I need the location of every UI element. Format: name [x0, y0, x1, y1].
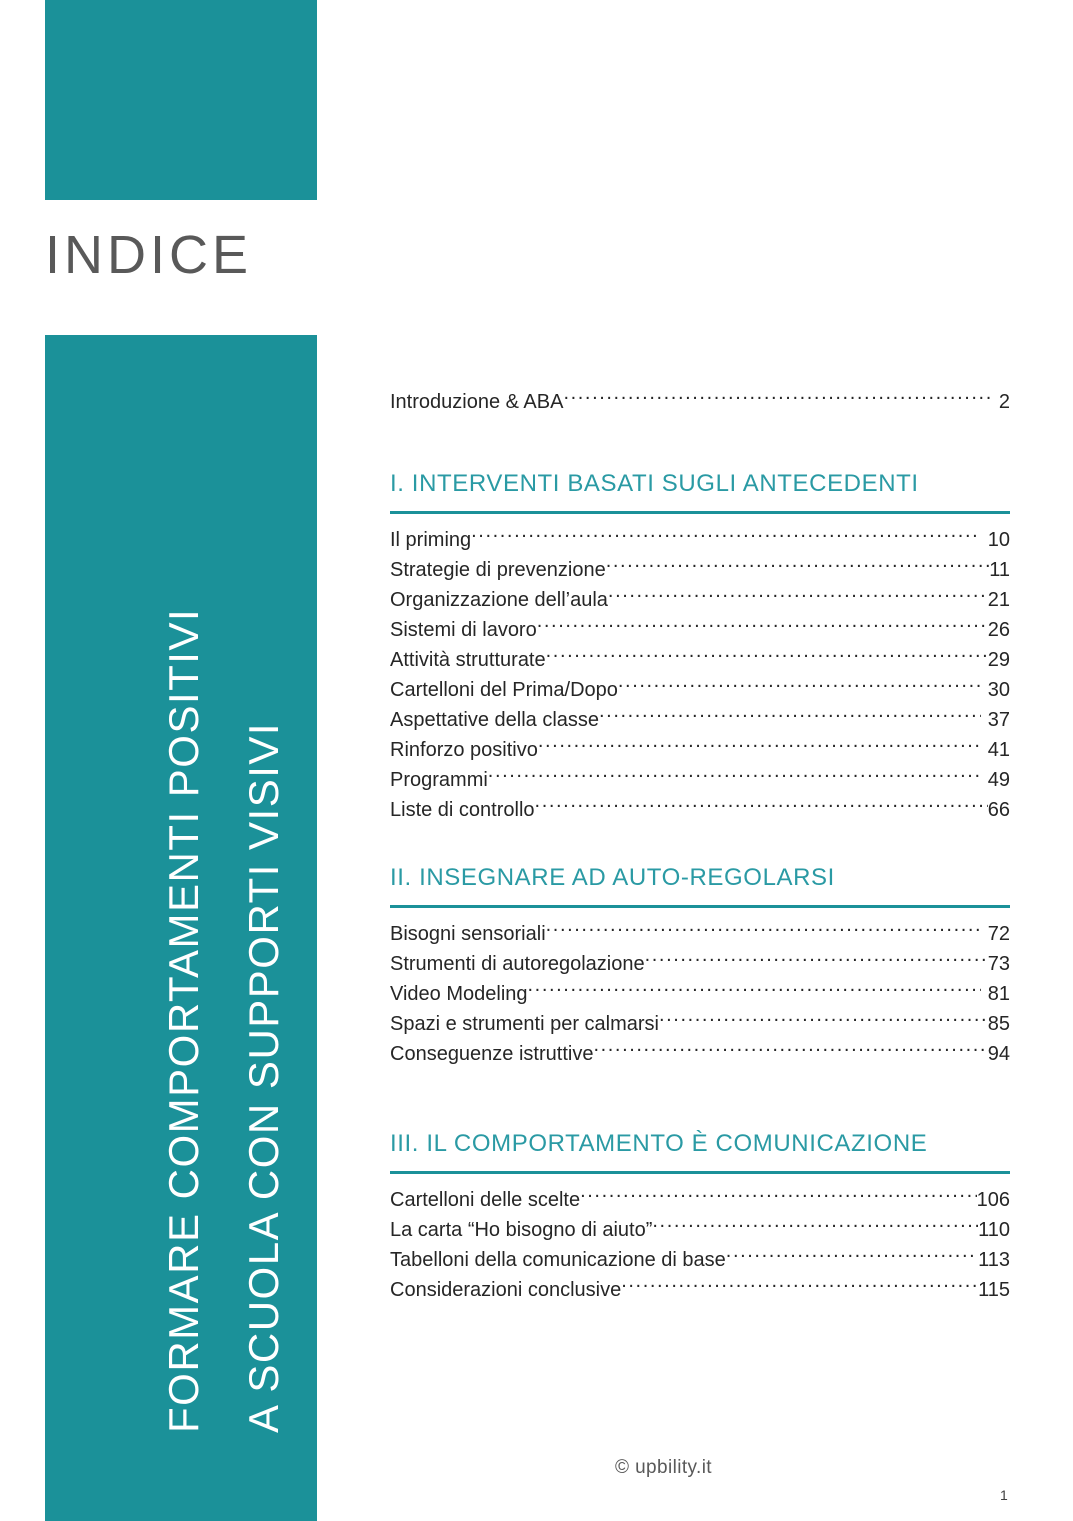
toc-entry-label: Spazi e strumenti per calmarsi [390, 1012, 659, 1035]
dot-leader-icon [580, 1186, 977, 1206]
section-divider [390, 511, 1010, 514]
toc-section-entries [390, 919, 1010, 1069]
dot-leader-icon [538, 736, 981, 756]
toc-entry-page: 26 [987, 618, 1010, 641]
toc-entry-page: 73 [987, 952, 1010, 975]
toc-entry[interactable] [390, 735, 1010, 765]
toc-entry[interactable] [390, 525, 1010, 555]
toc-entry[interactable] [390, 765, 1010, 795]
dot-leader-icon [652, 1216, 978, 1236]
dot-leader-icon [535, 796, 988, 816]
toc-entry[interactable] [390, 387, 1010, 417]
toc-entry-page: 11 [989, 558, 1010, 581]
sidebar-title-line-1: FORMARE COMPORTAMENTI POSITIVI [160, 607, 207, 1433]
toc-entry[interactable] [390, 1245, 1010, 1275]
toc-entry[interactable] [390, 1275, 1010, 1305]
toc-entry[interactable] [390, 979, 1010, 1009]
toc-section [390, 470, 1010, 825]
toc-entry-page: 113 [978, 1248, 1010, 1271]
toc-entry-page: 41 [987, 738, 1010, 761]
toc-entry-intro[interactable] [390, 387, 1010, 417]
toc-entry-page: 110 [978, 1218, 1010, 1241]
dot-leader-icon [645, 950, 988, 970]
toc-entry-label: Organizzazione dell’aula [390, 588, 608, 611]
toc-entry-label: Attività strutturate [390, 648, 546, 671]
dot-leader-icon [618, 676, 981, 696]
toc-entry-page: 106 [976, 1188, 1010, 1211]
toc-section-title: II. INSEGNARE AD AUTO-REGOLARSI [390, 864, 835, 891]
toc-entry[interactable] [390, 1009, 1010, 1039]
toc-entry-label: Cartelloni delle scelte [390, 1188, 581, 1211]
sidebar-vertical-title [45, 335, 317, 1521]
toc-entry-label: Programmi [390, 768, 488, 791]
toc-entry-label: Il priming [390, 528, 472, 551]
section-divider [390, 905, 1010, 908]
dot-leader-icon [621, 1276, 978, 1296]
toc-entry-label: Bisogni sensoriali [390, 922, 546, 945]
toc-entry-page: 29 [987, 648, 1010, 671]
toc-entry[interactable] [390, 555, 1010, 585]
toc-entry-page: 2 [998, 391, 1010, 413]
dot-leader-icon [546, 646, 988, 666]
toc-entry-page: 10 [987, 528, 1010, 551]
toc-entry[interactable] [390, 585, 1010, 615]
toc-entry-label: Conseguenze istruttive [390, 1042, 594, 1065]
dot-leader-icon [563, 388, 991, 408]
toc-section [390, 1130, 1010, 1305]
toc-entry-label: Cartelloni del Prima/Dopo [390, 678, 618, 701]
dot-leader-icon [726, 1246, 978, 1266]
toc-entry[interactable] [390, 675, 1010, 705]
toc-entry-label: Video Modeling [390, 982, 528, 1005]
toc-entry-label: La carta “Ho bisogno di aiuto” [390, 1218, 653, 1241]
toc-entry-page: 30 [987, 678, 1010, 701]
toc-entry[interactable] [390, 1039, 1010, 1069]
toc-entry[interactable] [390, 1215, 1010, 1245]
toc-entry-label: Rinforzo positivo [390, 738, 538, 761]
footer-page-number: 1 [1000, 1487, 1008, 1503]
accent-block-top [45, 0, 317, 200]
toc-section-entries [390, 1185, 1010, 1305]
sidebar-title-line-2: A SCUOLA CON SUPPORTI VISIVI [240, 721, 287, 1433]
toc-entry-label: Strumenti di autoregolazione [390, 952, 645, 975]
toc-entry-label: Aspettative della classe [390, 708, 600, 731]
toc-entry[interactable] [390, 795, 1010, 825]
toc-entry-label: Introduzione & ABA [390, 391, 564, 413]
toc-entry-page: 37 [987, 708, 1010, 731]
toc-entry[interactable] [390, 645, 1010, 675]
dot-leader-icon [471, 526, 981, 546]
toc-entry-page: 94 [987, 1042, 1010, 1065]
toc-section [390, 864, 1010, 1069]
dot-leader-icon [599, 706, 981, 726]
toc-entry-page: 49 [987, 768, 1010, 791]
toc-entry-page: 85 [987, 1012, 1010, 1035]
toc-entry[interactable] [390, 919, 1010, 949]
dot-leader-icon [488, 766, 981, 786]
dot-leader-icon [608, 586, 988, 606]
dot-leader-icon [546, 920, 981, 940]
dot-leader-icon [528, 980, 981, 1000]
section-divider [390, 1171, 1010, 1174]
toc-entry-label: Liste di controllo [390, 798, 535, 821]
toc-entry-page: 115 [978, 1278, 1010, 1301]
toc-entry-label: Sistemi di lavoro [390, 618, 537, 641]
toc-entry[interactable] [390, 615, 1010, 645]
toc-entry-page: 21 [987, 588, 1010, 611]
toc-entry[interactable] [390, 1185, 1010, 1215]
toc-section-title: III. IL COMPORTAMENTO È COMUNICAZIONE [390, 1130, 928, 1157]
toc-entry-page: 72 [987, 922, 1010, 945]
table-of-contents [390, 0, 1010, 1521]
toc-entry-page: 81 [987, 982, 1010, 1005]
toc-section-entries [390, 525, 1010, 825]
dot-leader-icon [606, 556, 990, 576]
page-title: INDICE [45, 225, 253, 285]
toc-entry-label: Considerazioni conclusive [390, 1278, 622, 1301]
dot-leader-icon [537, 616, 988, 636]
toc-section-title: I. INTERVENTI BASATI SUGLI ANTECEDENTI [390, 470, 919, 497]
toc-entry[interactable] [390, 705, 1010, 735]
dot-leader-icon [659, 1010, 988, 1030]
toc-entry-page: 66 [987, 798, 1010, 821]
dot-leader-icon [593, 1040, 987, 1060]
toc-entry[interactable] [390, 949, 1010, 979]
footer-credit: © upbility.it [615, 1457, 712, 1478]
toc-entry-label: Strategie di prevenzione [390, 558, 606, 581]
toc-entry-label: Tabelloni della comunicazione di base [390, 1248, 726, 1271]
